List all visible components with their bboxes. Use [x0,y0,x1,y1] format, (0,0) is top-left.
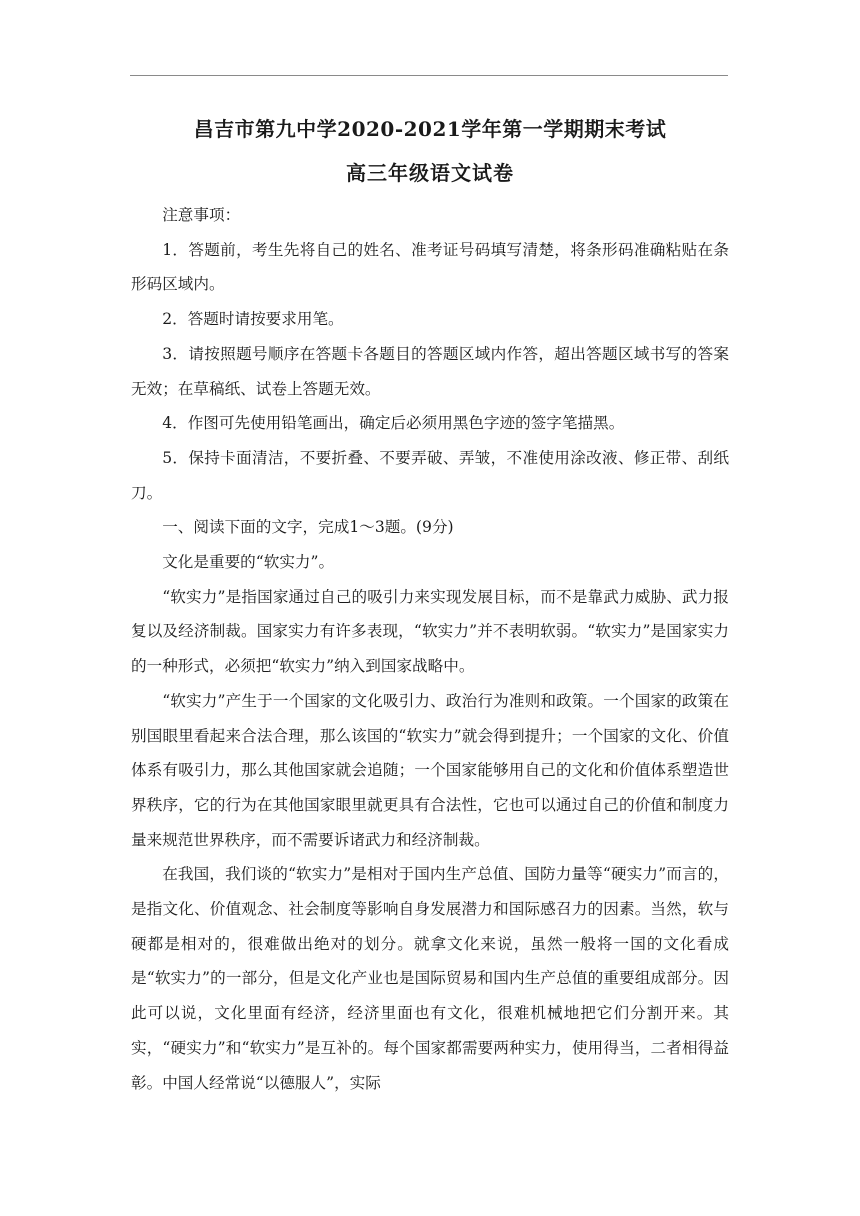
document-title: 昌吉市第九中学2020-2021学年第一学期期末考试 [193,117,667,141]
notice-heading: 注意事项： [162,206,241,224]
document-body [131,112,729,1100]
section-heading: 一、阅读下面的文字，完成1～3题。(9分) [162,518,454,537]
passage-paragraph-2: “软实力”产生于一个国家的文化吸引力、政治行为准则和政策。一个国家的政策在别国眼里看起来合法合理，那么该国的“软实力”就会得到提升；一个国家的文化、价值体系有吸引力，那么其他国家就会追随；一个国家能够用自己的文化和价值体系塑造世界秩序，它的行为在其他国家眼里就更具有合法性，它也可以通过自己的价值和制度力量来规范世界秩序，而不需要诉诸武力和经济制裁。 [131,691,729,849]
notice-item-2: 2．答题时请按要求用笔。 [162,310,344,329]
notice-item-4: 4．作图可先使用铅笔画出，确定后必须用黑色字迹的签字笔描黑。 [162,414,625,433]
document-subtitle: 高三年级语文试卷 [346,161,514,185]
notice-item-5: 5．保持卡面清洁，不要折叠、不要弄破、弄皱，不准使用涂改液、修正带、刮纸刀。 [131,448,729,502]
passage-paragraph-3: 在我国，我们谈的“软实力”是相对于国内生产总值、国防力量等“硬实力”而言的，是指文化、价值观念、社会制度等影响自身发展潜力和国际感召力的因素。当然，软与硬都是相对的，很难做出绝对的划分。就拿文化来说，虽然一般将一国的文化看成是“软实力”的一部分，但是文化产业也是国际贸易和国内生产总值的重要组成部分。因此可以说，文化里面有经济，经济里面也有文化，很难机械地把它们分割开来。其实，“硬实力”和“软实力”是互补的。每个国家都需要两种实力，使用得当，二者相得益彰。中国人经常说“以德服人”，实际 [131,865,729,1092]
passage-paragraph-1: “软实力”是指国家通过自己的吸引力来实现发展目标，而不是靠武力威胁、武力报复以及经济制裁。国家实力有许多表现，“软实力”并不表明软弱。“软实力”是国家实力的一种形式，必须把“软实力”纳入到国家战略中。 [131,587,729,676]
notice-item-1: 1．答题前，考生先将自己的姓名、准考证号码填写清楚，将条形码准确粘贴在条形码区域内。 [131,240,729,294]
passage-title: 文化是重要的“软实力”。 [162,553,335,572]
header-rule [130,75,728,76]
notice-item-3: 3．请按照题号顺序在答题卡各题目的答题区域内作答，超出答题区域书写的答案无效；在草稿纸、试卷上答题无效。 [131,344,729,398]
